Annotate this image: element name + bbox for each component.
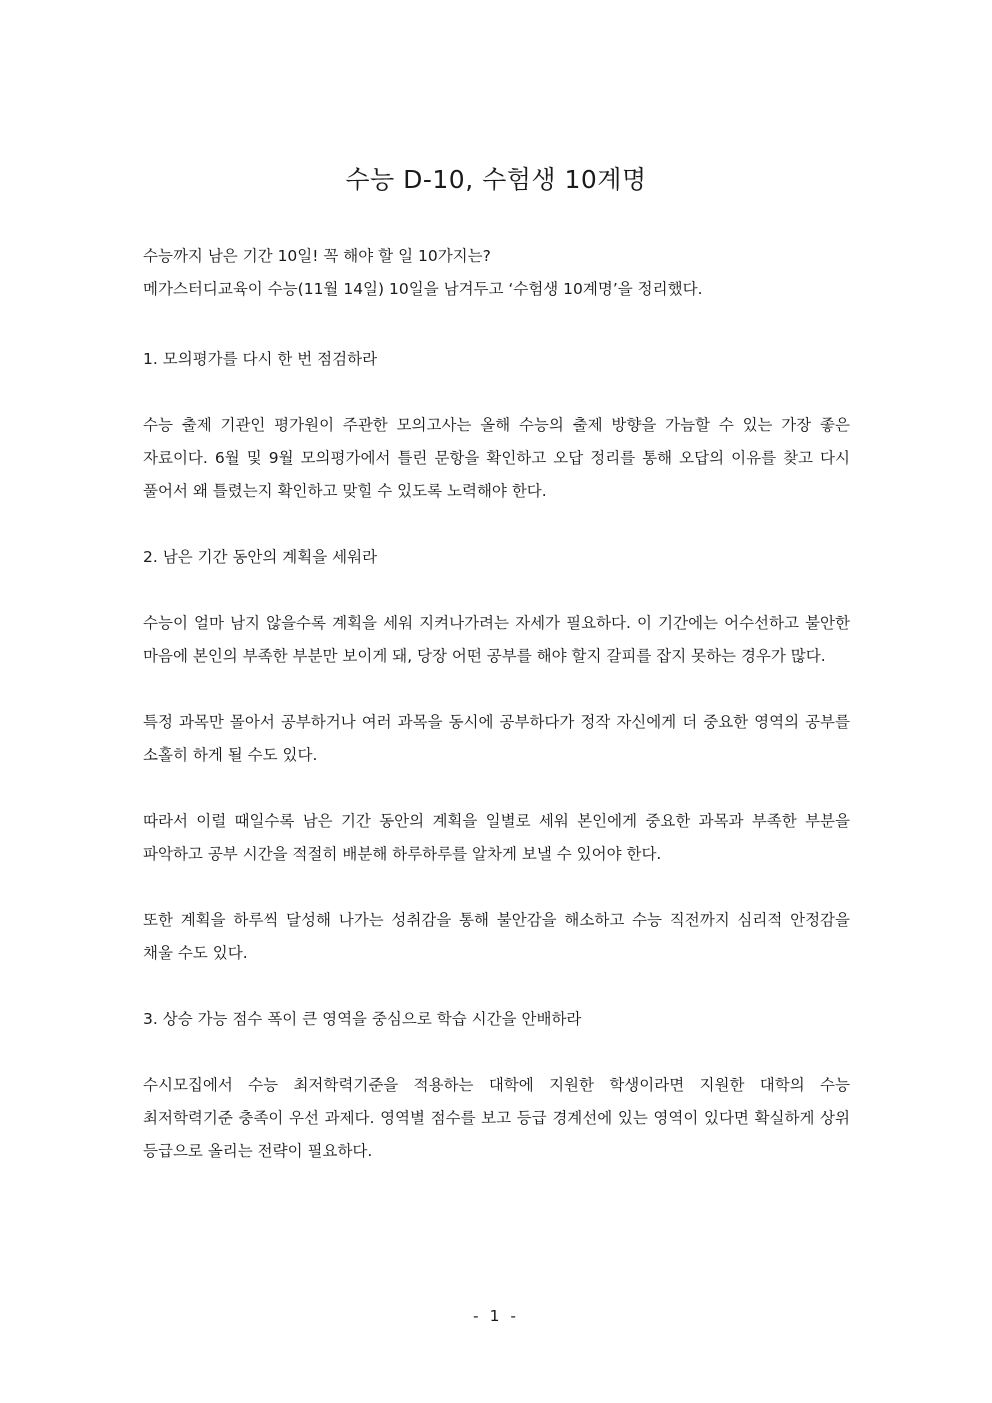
section-paragraph: 따라서 이럴 때일수록 남은 기간 동안의 계획을 일별로 세워 본인에게 중요한 과목과 부족한 부분을 파악하고 공부 시간을 적절히 배분해 하루하루를 알차게 보낼 수 있어야 한다. xyxy=(143,812,850,863)
page-number: - 1 - xyxy=(473,1307,519,1325)
section-paragraph: 또한 계획을 하루씩 달성해 나가는 성취감을 통해 불안감을 해소하고 수능 직전까지 심리적 안정감을 채울 수도 있다. xyxy=(143,911,850,962)
document-title: 수능 D-10, 수험생 10계명 xyxy=(345,165,647,194)
section-heading: 3. 상승 가능 점수 폭이 큰 영역을 중심으로 학습 시간을 안배하라 xyxy=(143,1010,582,1028)
section-paragraph: 수능 출제 기관인 평가원이 주관한 모의고사는 올해 수능의 출제 방향을 가늠할 수 있는 가장 좋은 자료이다. 6월 및 9월 모의평가에서 틀린 문항을 확인하고 오답 정리를 통해 오답의 이유를 찾고 다시 풀어서 왜 틀렸는지 확인하고 맞힐 수 있도록 노력해야 한다. xyxy=(143,416,850,500)
document-body xyxy=(143,240,850,1168)
intro-line: 메가스터디교육이 수능(11월 14일) 10일을 남겨두고 ‘수험생 10계명’을 정리했다. xyxy=(143,280,703,298)
intro-line: 수능까지 남은 기간 10일! 꼭 해야 할 일 10가지는? xyxy=(143,247,491,265)
section-heading: 2. 남은 기간 동안의 계획을 세워라 xyxy=(143,548,378,566)
section-paragraph: 수시모집에서 수능 최저학력기준을 적용하는 대학에 지원한 학생이라면 지원한 대학의 수능 최저학력기준 충족이 우선 과제다. 영역별 점수를 보고 등급 경계선에 있는 영역이 있다면 확실하게 상위 등급으로 올리는 전략이 필요하다. xyxy=(143,1076,850,1160)
section-heading: 1. 모의평가를 다시 한 번 점검하라 xyxy=(143,350,378,368)
intro-block xyxy=(143,240,850,306)
section-paragraph: 특정 과목만 몰아서 공부하거나 여러 과목을 동시에 공부하다가 정작 자신에게 더 중요한 영역의 공부를 소홀히 하게 될 수도 있다. xyxy=(143,713,850,764)
section-2 xyxy=(143,541,850,970)
section-paragraph: 수능이 얼마 남지 않을수록 계획을 세워 지켜나가려는 자세가 필요하다. 이 기간에는 어수선하고 불안한 마음에 본인의 부족한 부분만 보이게 돼, 당장 어떤 공부를 해야 할지 갈피를 잡지 못하는 경우가 많다. xyxy=(143,614,850,665)
section-1 xyxy=(143,343,850,508)
section-3 xyxy=(143,1003,850,1168)
